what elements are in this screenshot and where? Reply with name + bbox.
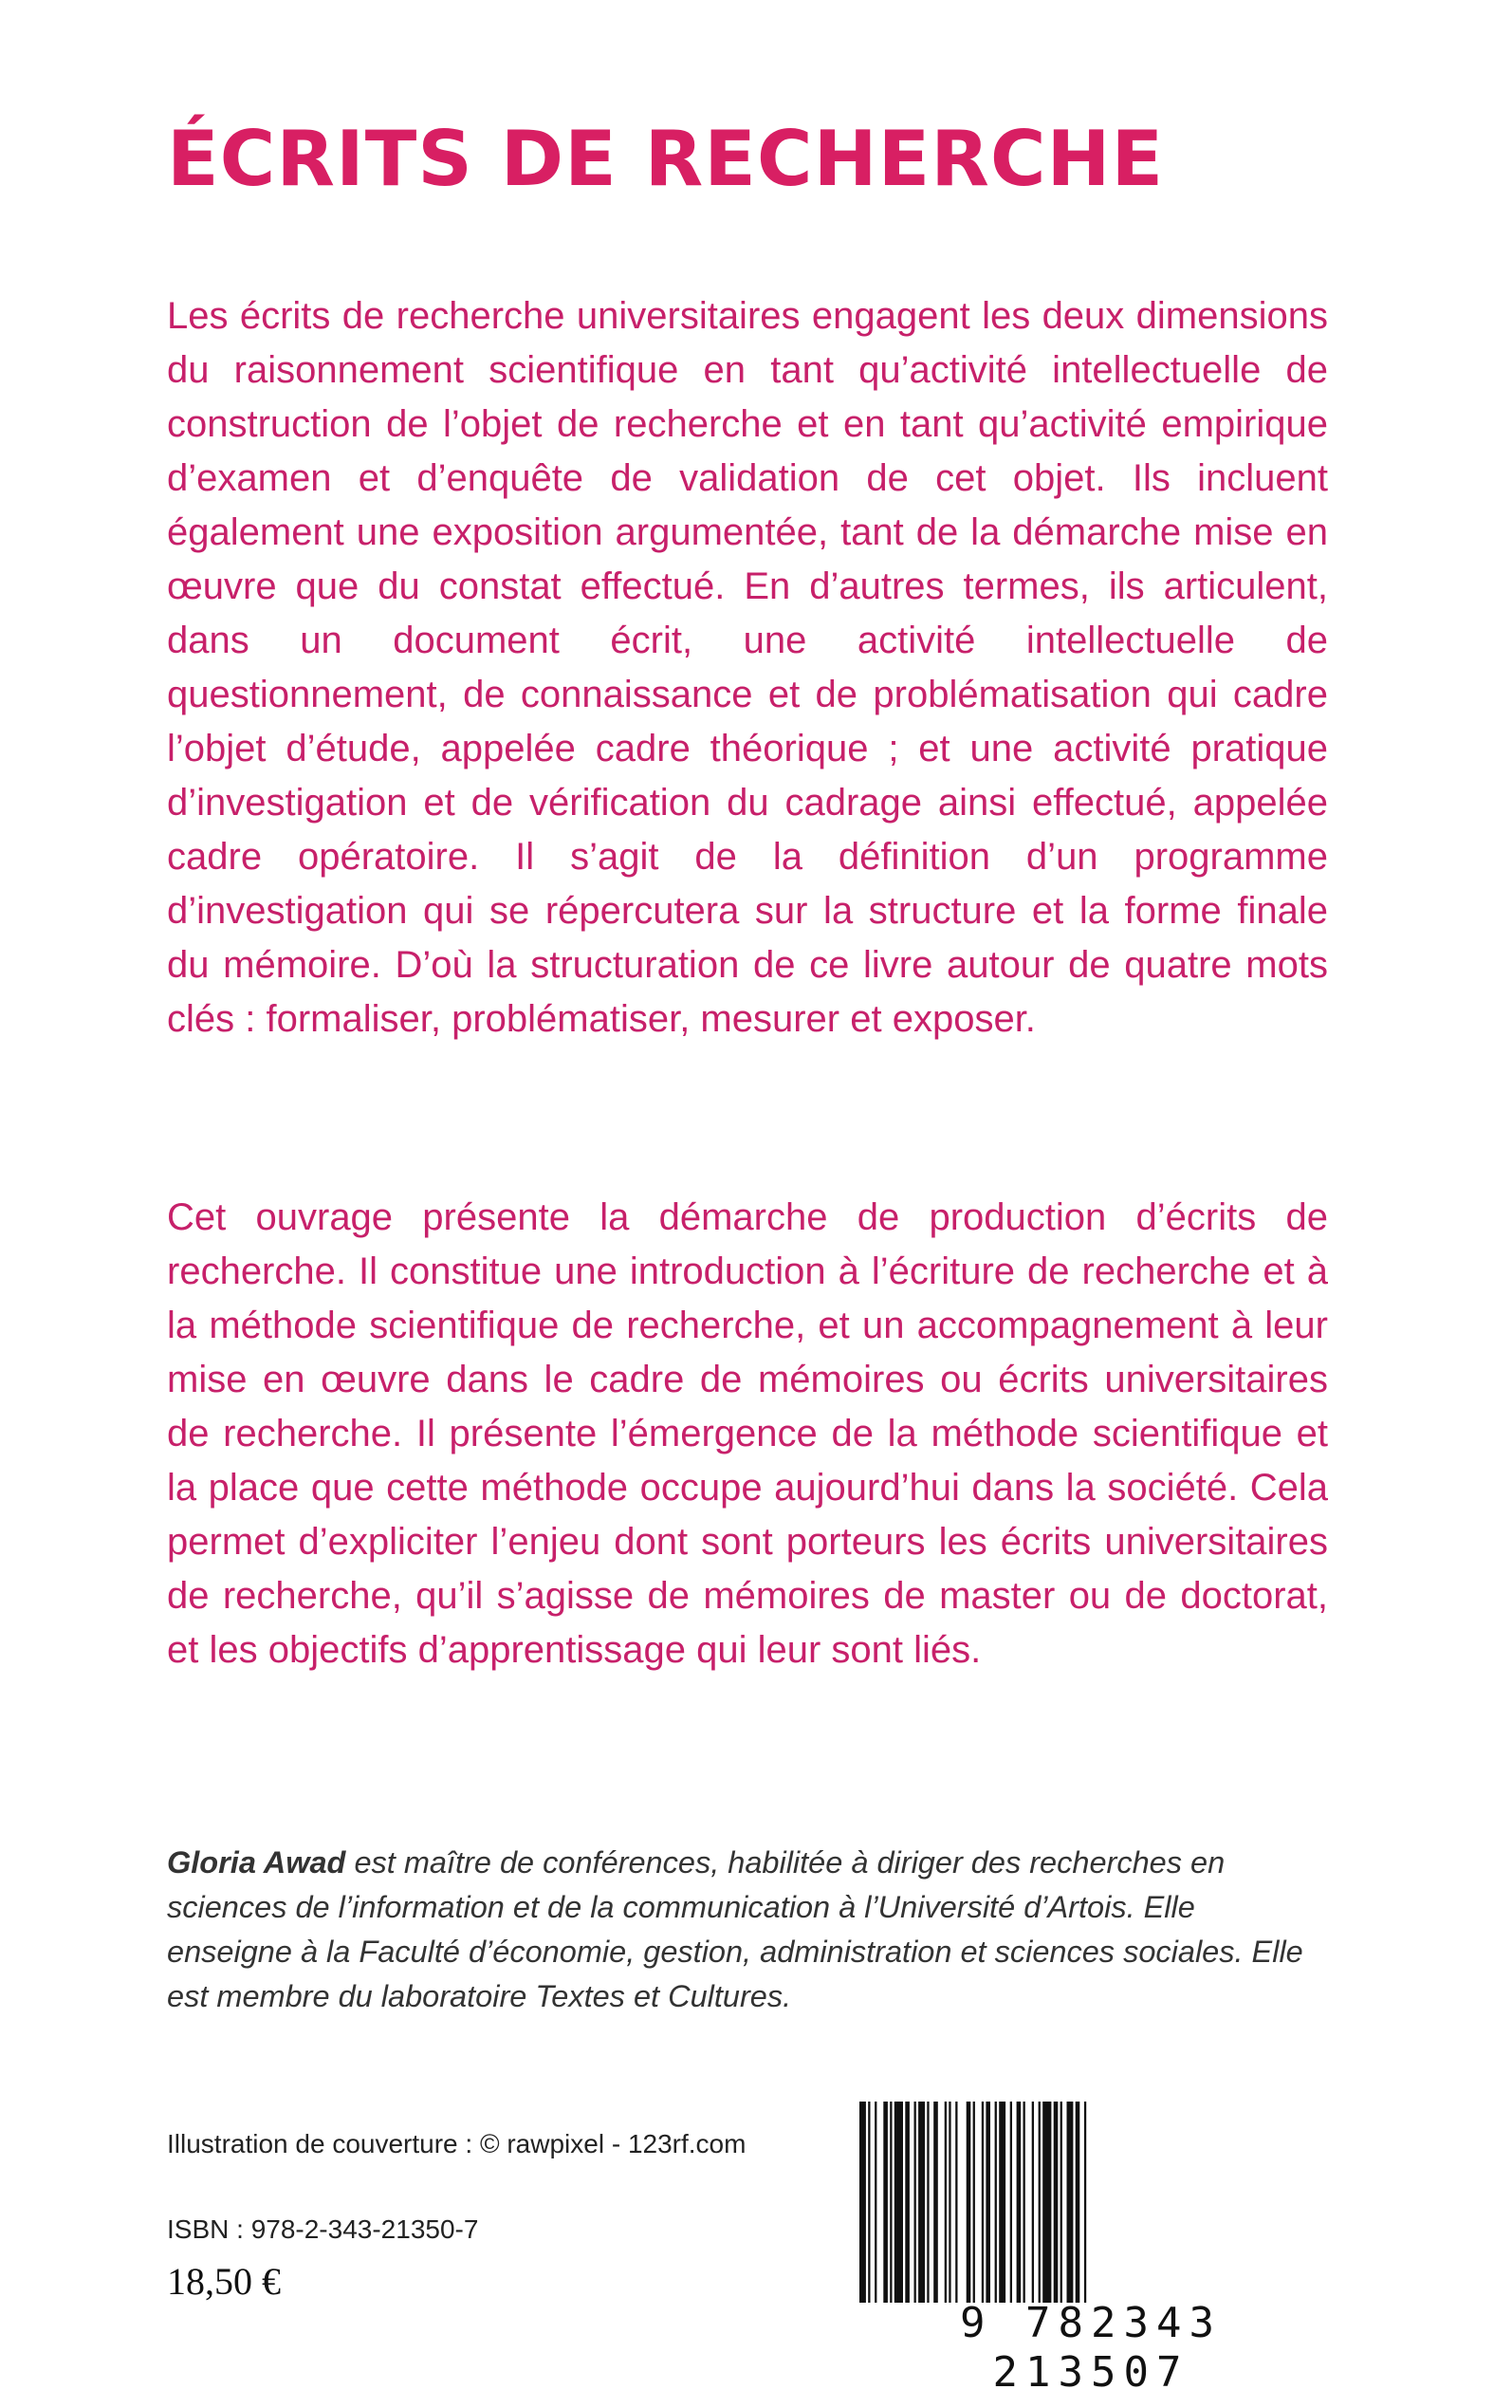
illustration-credit: Illustration de couverture : © rawpixel - 123rf.com xyxy=(167,2129,747,2158)
barcode-bar xyxy=(927,2102,929,2303)
book-title: ÉCRITS DE RECHERCHE xyxy=(167,115,1165,203)
barcode-bar xyxy=(945,2102,947,2303)
author-bio-text: est maître de conférences, habilitée à diriger des recherches en sciences de l’information et de la communication à l’Université d’Artois. Elle enseigne à la Faculté d’économie, gestion, administration et sciences sociales. Elle est membre du laboratoire Textes et Cultures. xyxy=(167,1845,1303,2013)
barcode-bar xyxy=(967,2102,971,2303)
barcode-bar xyxy=(1017,2102,1022,2303)
barcode-bar xyxy=(875,2102,876,2303)
isbn-barcode xyxy=(854,2102,1328,2397)
barcode-bar xyxy=(868,2102,870,2303)
barcode-bars-icon xyxy=(854,2102,1328,2303)
barcode-bar xyxy=(1010,2102,1012,2303)
barcode-bar xyxy=(1054,2102,1059,2303)
isbn-number: ISBN : 978-2-343-21350-7 xyxy=(167,2214,479,2244)
barcode-bar xyxy=(1076,2102,1080,2303)
barcode-bar xyxy=(883,2102,888,2303)
barcode-bar xyxy=(1084,2102,1086,2303)
barcode-bar xyxy=(890,2102,892,2303)
barcode-digits: 9 782343 213507 xyxy=(960,2299,1222,2397)
barcode-bar xyxy=(1032,2102,1034,2303)
barcode-bar xyxy=(999,2102,1005,2303)
barcode-bar xyxy=(955,2102,957,2303)
barcode-bar xyxy=(914,2102,916,2303)
author-bio xyxy=(167,1841,1328,2019)
barcode-bar xyxy=(949,2102,950,2303)
barcode-bar xyxy=(986,2102,990,2303)
barcode-bar xyxy=(1060,2102,1062,2303)
barcode-bar xyxy=(995,2102,997,2303)
description-paragraph-2: Cet ouvrage présente la démarche de production d’écrits de recherche. Il constitue une introduction à l’écriture de recherche et à la méthode scientifique de recherche, et un accompagnement à leur mise en œuvre dans le cadre de mémoires ou écrits universitaires de recherche. Il présente l’émergence de la méthode scientifique et la place que cette méthode occupe aujourd’hui dans la société. Cela permet d’expliciter l’enjeu dont sont porteurs les écrits universitaires de recherche, qu’il s’agisse de mémoires de master ou de doctorat, et les objectifs d’apprentissage qui leur sont liés. xyxy=(167,1196,1328,1671)
barcode-bar xyxy=(973,2102,975,2303)
barcode-bar xyxy=(894,2102,903,2303)
barcode-bar xyxy=(1023,2102,1025,2303)
barcode-bar xyxy=(1042,2102,1051,2303)
barcode-bar xyxy=(1067,2102,1074,2303)
barcode-bar xyxy=(982,2102,984,2303)
barcode-bar xyxy=(918,2102,925,2303)
author-name: Gloria Awad xyxy=(167,1845,346,1880)
description-paragraph-1: Les écrits de recherche universitaires engagent les deux dimensions du raisonnement scientifique en tant qu’activité intellectuelle de construction de l’objet de recherche et en tant qu’activité empirique d’examen et d’enquête de validation de cet objet. Ils incluent également une exposition argumentée, tant de la démarche mise en œuvre que du constat effectué. En d’autres termes, ils articulent, dans un document écrit, une activité intellectuelle de questionnement, de connaissance et de problématisation qui cadre l’objet d’étude, appelée cadre théorique ; et une activité pratique d’investigation et de vérification du cadrage ainsi effectué, appelée cadre opératoire. Il s’agit de la définition d’un programme d’investigation qui se répercutera sur la structure et la forme finale du mémoire. D’où la structuration de ce livre autour de quatre mots clés : formaliser, problématiser, mesurer et exposer. xyxy=(167,295,1328,1040)
barcode-bar xyxy=(859,2102,866,2303)
barcode-bar xyxy=(1039,2102,1041,2303)
book-price: 18,50 € xyxy=(167,2260,281,2303)
barcode-bar xyxy=(933,2102,938,2303)
barcode-bar xyxy=(905,2102,910,2303)
